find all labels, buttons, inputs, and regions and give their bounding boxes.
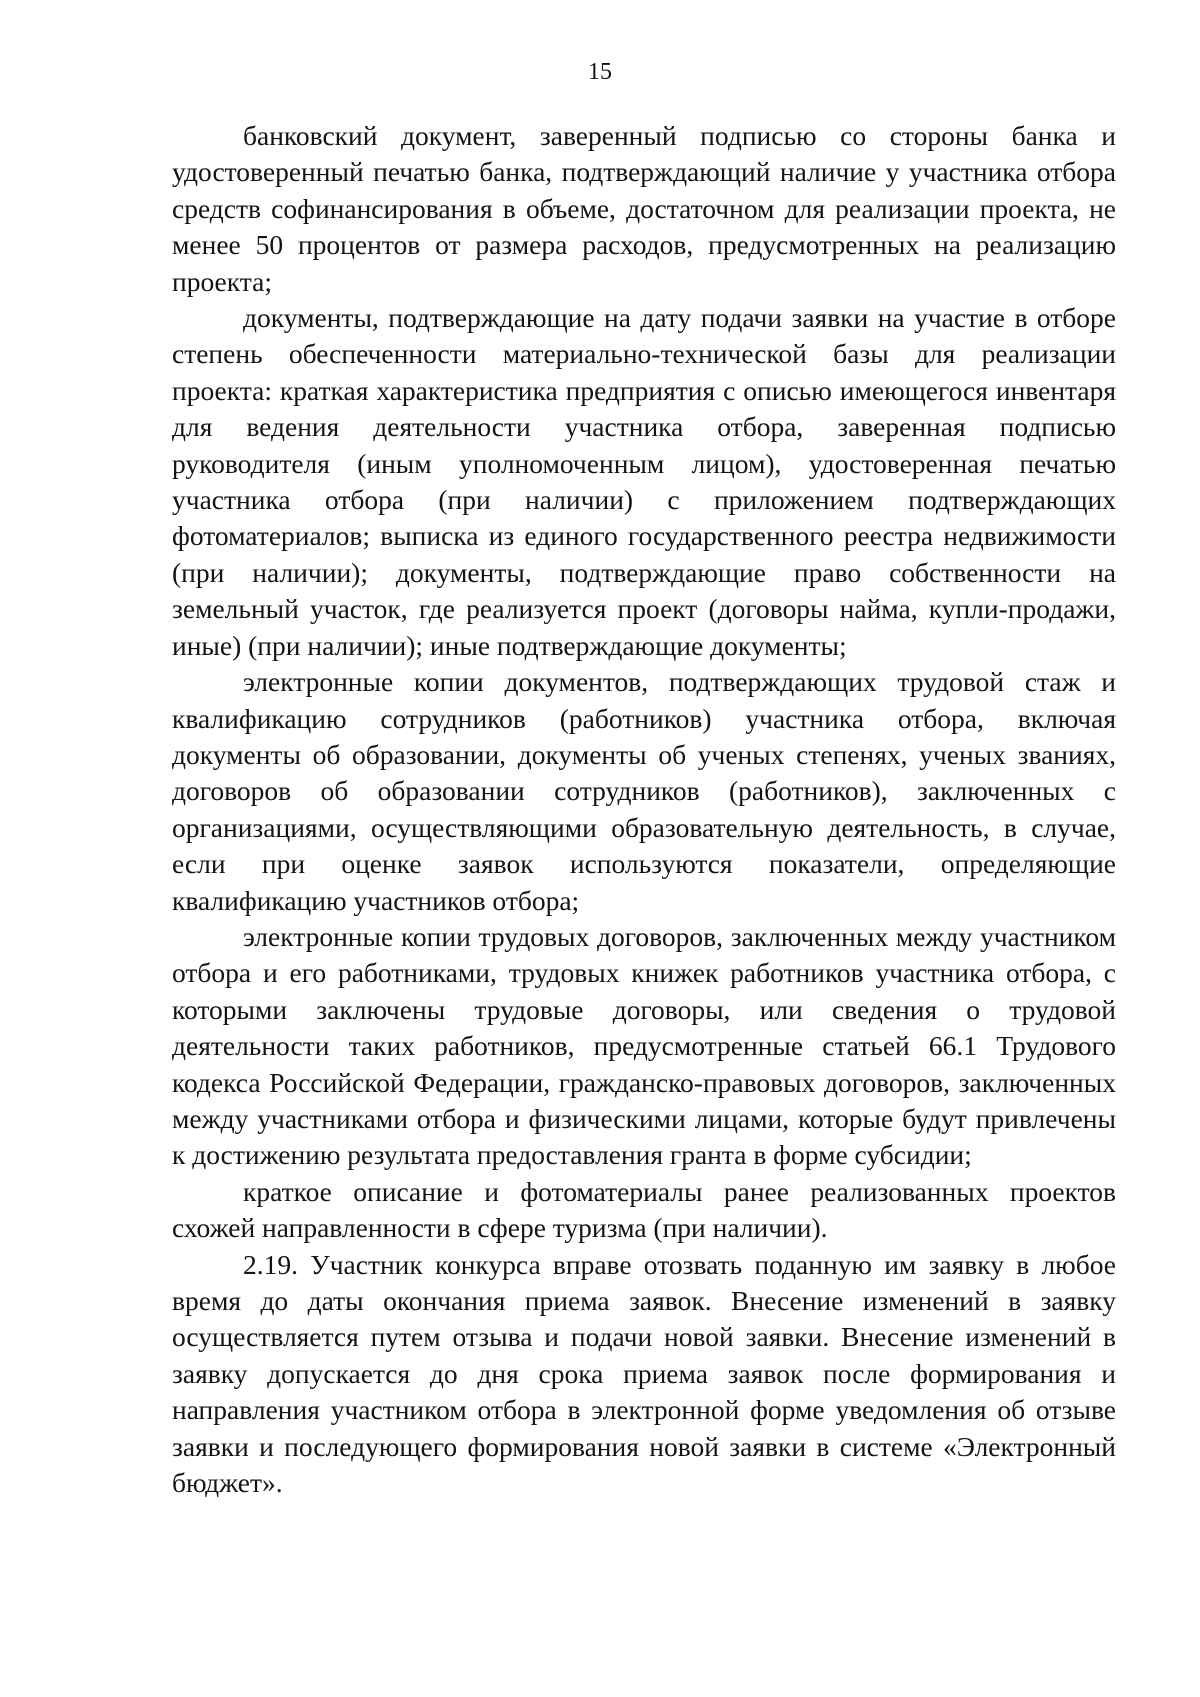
paragraph-previous-projects: краткое описание и фотоматериалы ранее реализованных проектов схожей направленности в сфере туризма (при наличии). [172, 1175, 1116, 1244]
paragraph-material-base-documents: документы, подтверждающие на дату подачи заявки на участие в отборе степень обеспеченности материально-технической базы для реализации проекта: краткая характеристика предприятия с описью имеющегося инвентаря для ведения деятельности участника отбора, заверенная подписью руководителя (иным уполномоченным лицом), удостоверенная печатью участника отбора (при наличии) с приложением подтверждающих фотоматериалов; выписка из единого государственного реестра недвижимости (при наличии); документы, подтверждающие право собственности на земельный участок, где реализуется проект (договоры найма, купли-продажи, иные) (при наличии); иные подтверждающие документы; [172, 302, 1116, 661]
paragraph-staff-qualification-copies: электронные копии документов, подтверждающих трудовой стаж и квалификацию сотрудников (работников) участника отбора, включая документы об образовании, документы об ученых степенях, ученых званиях, договоров об образовании сотрудников (работников), заключенных с организациями, осуществляющими образовательную деятельность, в случае, если при оценке заявок используются показатели, определяющие квалификацию участников отбора; [172, 666, 1116, 916]
paragraph-section-2-19: 2.19. Участник конкурса вправе отозвать поданную им заявку в любое время до даты окончания приема заявок. Внесение изменений в заявку осуществляется путем отзыва и подачи новой заявки. Внесение изменений в заявку допускается до дня срока приема заявок после формирования и направления участником отбора в электронной форме уведомления об отзыве заявки и последующего формирования новой заявки в системе «Электронный бюджет». [172, 1248, 1116, 1499]
paragraph-bank-document: банковский документ, заверенный подписью со стороны банка и удостоверенный печатью банка, подтверждающий наличие у участника отбора средств софинансирования в объеме, достаточном для реализации проекта, не менее 50 процентов от размера расходов, предусмотренных на реализацию проекта; [172, 120, 1116, 297]
page-number: 15 [588, 59, 612, 85]
paragraph-labor-contracts-copies: электронные копии трудовых договоров, заключенных между участником отбора и его работниками, трудовых книжек работников участника отбора, с которыми заключены трудовые договоры, или сведения о трудовой деятельности таких работников, предусмотренные статьей 66.1 Трудового кодекса Российской Федерации, гражданско-правовых договоров, заключенных между участниками отбора и физическими лицами, которые будут привлечены к достижению результата предоставления гранта в форме субсидии; [172, 920, 1116, 1171]
document-body [172, 118, 1116, 1501]
